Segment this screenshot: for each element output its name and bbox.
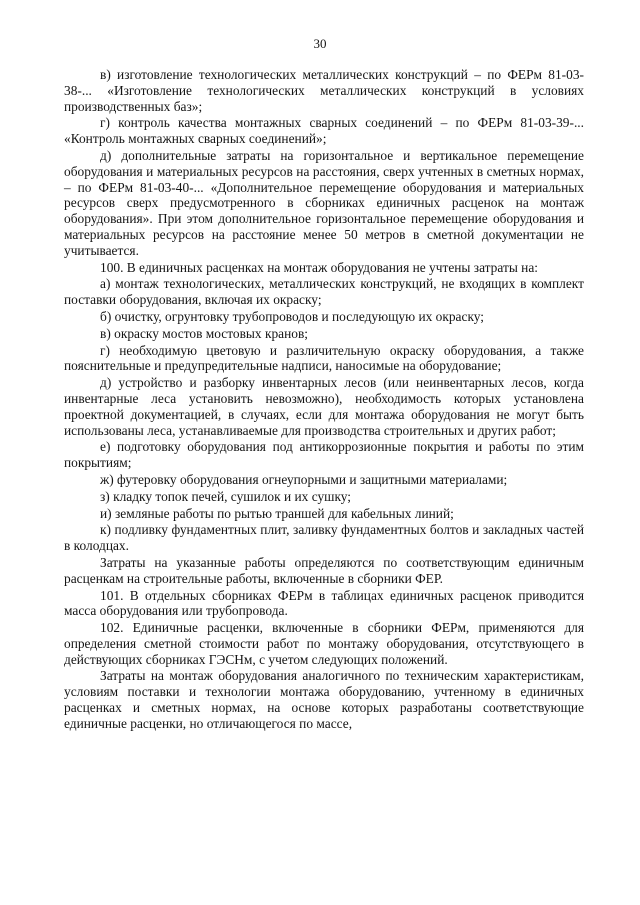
- paragraph-clause-100-i: и) земляные работы по рытью траншей для кабельных линий;: [100, 505, 454, 521]
- paragraph-clause-101: 101. В отдельных сборниках ФЕРм в таблицах единичных расценок приводится масса оборудования или трубопровода.: [64, 587, 584, 619]
- paragraph-clause-100-e: е) подготовку оборудования под антикоррозионные покрытия и работы по этим покрытиям;: [64, 439, 584, 471]
- paragraph-clause-100-zh: ж) футеровку оборудования огнеупорными и защитными материалами;: [100, 471, 508, 487]
- paragraph-item-g: г) контроль качества монтажных сварных соединений – по ФЕРм 81-03-39-... «Контроль монтажных сварных соединений»;: [64, 115, 584, 147]
- paragraph-clause-100-d: д) устройство и разборку инвентарных лесов (или неинвентарных лесов, когда инвентарные леса установить невозможно), необходимость которых установлена проектной документацией, в случаях, если для монтажа оборудования не могут быть использованы леса, устанавливаемые для производства строительных и других работ;: [64, 375, 584, 438]
- paragraph-clause-100-a: а) монтаж технологических, металлических конструкций, не входящих в комплект поставки оборудования, включая их окраску;: [64, 276, 584, 308]
- paragraph-clause-100-k: к) подливку фундаментных плит, заливку фундаментных болтов и закладных частей в колодцах.: [64, 522, 584, 554]
- paragraph-item-v: в) изготовление технологических металлических конструкций – по ФЕРм 81-03-38-... «Изготовление технологических металлических конструкций в условиях производственных баз»;: [64, 67, 584, 114]
- paragraph-clause-100-v: в) окраску мостов мостовых кранов;: [100, 325, 308, 341]
- paragraph-clause-100: 100. В единичных расценках на монтаж оборудования не учтены затраты на:: [100, 259, 538, 275]
- paragraph-clause-100-g: г) необходимую цветовую и различительную окраску оборудования, а также пояснительные и предупредительные надписи, наносимые на оборудование;: [64, 342, 584, 374]
- page-number: 30: [313, 36, 327, 51]
- paragraph-costs-note: Затраты на указанные работы определяются по соответствующим единичным расценкам на строительные работы, включенные в сборники ФЕР.: [64, 554, 584, 586]
- paragraph-similar-equipment: Затраты на монтаж оборудования аналогичного по техническим характеристикам, условиям поставки и технологии монтажа оборудованию, учтенному в единичных расценках и сметных нормах, на основе которых разработаны соответствующие единичные расценки, но отличающегося по массе,: [64, 668, 584, 731]
- document-body: [64, 67, 584, 733]
- paragraph-item-d: д) дополнительные затраты на горизонтальное и вертикальное перемещение оборудования и материальных ресурсов на расстояния, сверх учтенных в сметных нормах, – по ФЕРм 81-03-40-... «Дополнительное перемещение оборудования и материальных ресурсов сверх предусмотренного в сборниках единичных расценок на монтаж оборудования». При этом дополнительное горизонтальное перемещение оборудования и материальных ресурсов на расстояние менее 50 метров в сметной документации не учитывается.: [64, 147, 584, 258]
- paragraph-clause-102: 102. Единичные расценки, включенные в сборники ФЕРм, применяются для определения сметной стоимости работ по монтажу оборудования, отсутствующего в действующих сборниках ГЭСНм, с учетом следующих положений.: [64, 620, 584, 667]
- paragraph-clause-100-z: з) кладку топок печей, сушилок и их сушку;: [100, 488, 352, 504]
- paragraph-clause-100-b: б) очистку, огрунтовку трубопроводов и последующую их окраску;: [100, 308, 485, 324]
